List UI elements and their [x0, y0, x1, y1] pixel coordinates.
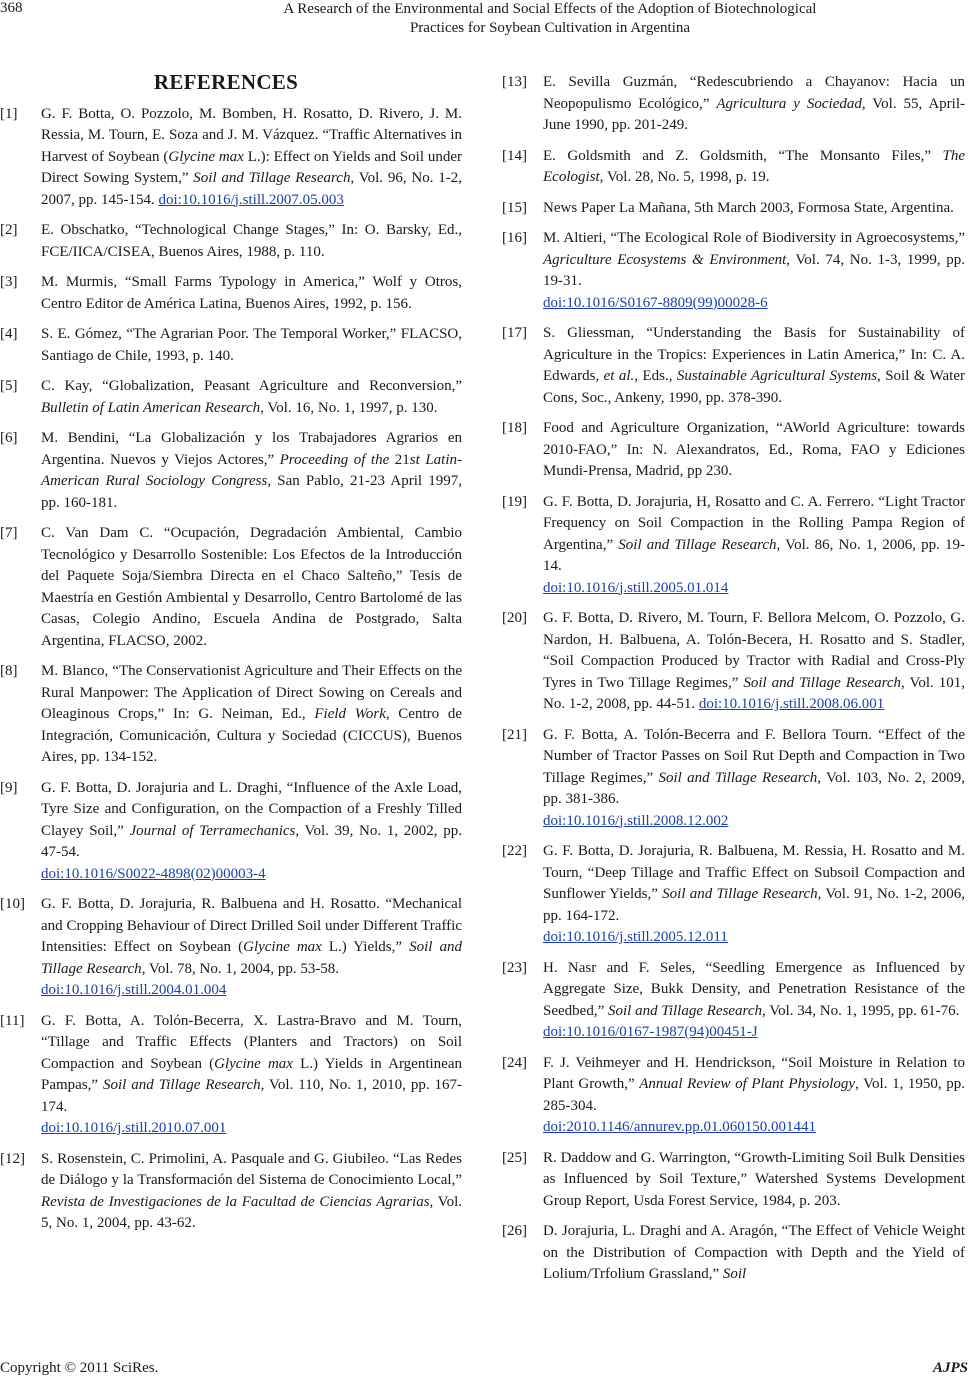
reference-number: [6] [0, 430, 18, 446]
reference-text-segment: , Vol. 74, No. 1-3, 1999, pp. 19-31. [543, 251, 966, 289]
reference-number: [8] [0, 663, 18, 679]
reference-number: [22] [502, 843, 527, 859]
reference-entry [0, 661, 462, 769]
reference-text [41, 274, 462, 312]
reference-italic-title: Agricultura y Sociedad [716, 95, 862, 112]
reference-number: [17] [502, 325, 527, 341]
reference-text-segment: , Vol. 103, No. 2, 2009, pp. 381-386. [543, 769, 965, 807]
reference-text [41, 1013, 462, 1115]
reference-text-segment: M. Blanco, “The Conservationist Agriculture and Their Effects on the Rural Manpower: The Application of Direct Sowing on Cereals and Oleaginous Crops,” In: G. Neiman, Ed., [41, 663, 462, 722]
reference-text-segment: G. F. Botta, O. Pozzolo, M. Bomben, H. Rosatto, D. Rivero, J. M. Ressia, M. Tourn, E. Soza and J. M. Vázquez. “Traffic Alternatives in Harvest of Soybean ( [41, 105, 462, 165]
reference-entry [502, 841, 965, 949]
reference-text-segment: Food and Agriculture Organization, “AWorld Agriculture: towards 2010-FAO,” In: N. Alexandratos, Ed., Roma, FAO y Ediciones Mundi-Prensa, Madrid, pp 230. [543, 420, 965, 479]
doi-link[interactable]: doi:2010.1146/annurev.pp.01.060150.001441 [543, 1119, 817, 1135]
reference-entry [502, 608, 965, 716]
reference-entry [0, 428, 462, 514]
reference-text-segment: M. Bendini, “La Globalización y los Trabajadores Agrarios en Argentina. Nuevos y Viejos Actores,” [41, 430, 462, 468]
page-header [0, 0, 968, 44]
reference-entry [502, 228, 965, 314]
reference-italic-title: Soil and Tillage Research [662, 886, 818, 902]
reference-italic-title: et al. [603, 368, 635, 384]
reference-number: [5] [0, 378, 18, 394]
reference-entry [0, 104, 462, 212]
reference-number: [26] [502, 1223, 527, 1239]
reference-text [41, 896, 462, 977]
reference-entry [502, 198, 965, 220]
reference-italic-title: Sustainable Agricultural Systems [676, 368, 878, 384]
reference-number: [4] [0, 326, 18, 342]
reference-text-segment: G. F. Botta, D. Rivero, M. Tourn, F. Bellora Melcom, O. Pozzolo, G. Nardon, H. Balbuena, A. Tolón-Becera, H. Rosatto and S. Stadler, “Soil Compaction Produced by Tractor with Radial and Cross-Ply Tyres in Two Tillage Regimes,” [543, 610, 965, 691]
page-number: 368 [0, 0, 23, 16]
reference-text-segment: E. Obschatko, “Technological Change Stages,” In: O. Barsky, Ed., FCE/IICA/CISEA, Buenos Aires, 1988, p. 110. [41, 222, 462, 260]
doi-link[interactable]: doi:10.1016/j.still.2005.12.011 [543, 929, 728, 945]
running-title [130, 0, 968, 38]
reference-entry [0, 1149, 462, 1235]
reference-text [543, 1055, 965, 1114]
doi-link[interactable]: doi:10.1016/j.still.2008.12.002 [543, 812, 729, 829]
reference-text-segment: , Vol. 28, No. 5, 1998, p. 19. [599, 169, 770, 185]
reference-number: [23] [502, 959, 527, 976]
reference-number: [20] [502, 610, 527, 626]
reference-text-segment: H. Nasr and F. Seles, “Seedling Emergence as Influenced by Aggregate Size, Bukk Density, and Penetration Resistance of the Seedbed,” [543, 959, 965, 1019]
reference-text-segment: L.) Yields in Argentinean Pampas,” [41, 1055, 462, 1093]
reference-text-segment: C. Kay, “Globalization, Peasant Agriculture and Reconversion,” [41, 378, 462, 394]
journal-abbreviation: AJPS [932, 1360, 968, 1376]
reference-text-segment: , Vol. 1, 1950, pp. 285-304. [543, 1076, 966, 1114]
reference-text-segment: E. Sevilla Guzmán, “Redescubriendo a Chayanov: Hacia un Neopopulismo Ecológico,” [543, 74, 965, 112]
reference-text-segment: , Vol. 55, April-June 1990, pp. 201-249. [543, 95, 965, 133]
reference-text-segment: , Vol. 78, No. 1, 2004, pp. 53-58. [141, 960, 340, 977]
reference-italic-title: Soil and Tillage Research [41, 939, 463, 977]
reference-italic-title: Glycine max [214, 1055, 293, 1072]
reference-italic-title: Soil and Tillage Research [618, 536, 777, 553]
doi-link[interactable]: doi:10.1016/j.still.2010.07.001 [41, 1120, 227, 1136]
reference-entry [0, 523, 462, 652]
reference-number: [18] [502, 420, 527, 436]
reference-text-segment: D. Jorajuria, L. Draghi and A. Aragón, “The Effect of Vehicle Weight on the Distribution of Compaction with Depth and the Yield of Lolium/Trfolium Grassland,” [543, 1223, 965, 1282]
reference-entry [502, 1053, 965, 1139]
reference-entry [502, 323, 965, 409]
reference-text-segment: , Soil & Water Cons, Soc., Ankeny, 1990, pp. 378-390. [543, 368, 966, 406]
reference-entry [0, 220, 462, 263]
reference-entry [0, 324, 462, 367]
reference-text [543, 1150, 965, 1209]
reference-number: [16] [502, 230, 527, 246]
reference-entry [502, 958, 965, 1044]
reference-italic-title: Glycine max [168, 148, 244, 165]
reference-text-segment: G. F. Botta, D. Jorajuria, H, Rosatto and C. A. Ferrero. “Light Tractor Frequency on Soil Compaction in the Rolling Pampa Region of Argentina,” [543, 493, 965, 553]
doi-link[interactable]: doi:10.1016/j.still.2004.01.004 [41, 982, 227, 998]
reference-text-segment: , Vol. 34, No. 1, 1995, pp. 61-76. [762, 1002, 960, 1019]
reference-text-segment: M. Altieri, “The Ecological Role of Biodiversity in Agroecosystems,” [543, 230, 965, 246]
reference-text [41, 525, 462, 649]
reference-text-segment: , Vol. 101, No. 1-2, 2008, pp. 44-51. [543, 674, 965, 712]
reference-text [543, 420, 965, 479]
running-title-line-1: A Research of the Environmental and Social Effects of the Adoption of Biotechnological [283, 1, 817, 17]
copyright-notice: Copyright © 2011 SciRes. [0, 1360, 159, 1376]
reference-entry [0, 778, 462, 886]
reference-entry [502, 1148, 965, 1213]
reference-text-segment: 21 [389, 451, 410, 468]
reference-entry [502, 1221, 965, 1286]
reference-text [543, 960, 965, 1019]
reference-entry [502, 146, 965, 189]
reference-text [543, 230, 965, 289]
reference-italic-title: st Latin-American Rural Sociology Congress [41, 451, 462, 489]
reference-text-segment: S. E. Gómez, “The Agrarian Poor. The Temporal Worker,” FLACSO, Santiago de Chile, 1993, p. 140. [41, 326, 462, 364]
reference-number: [19] [502, 493, 527, 510]
reference-text [41, 780, 462, 861]
reference-number: [9] [0, 779, 18, 796]
doi-link[interactable]: doi:10.1016/S0167-8809(99)00028-6 [543, 294, 768, 311]
reference-number: [7] [0, 525, 18, 541]
reference-entry [502, 72, 965, 137]
reference-text-segment: G. F. Botta, A. Tolón-Becerra, X. Lastra-Bravo and M. Tourn, “Tillage and Traffic Effects (Planters and Tractors) on Soil Compaction and Soybean ( [41, 1012, 462, 1072]
reference-number: [1] [0, 105, 18, 122]
references-column-right [502, 72, 965, 1295]
reference-text-segment: , Centro de Integración, Comunicación, Cultura y Sociedad (CICCUS), Buenos Aires, pp. 134-152. [41, 706, 462, 765]
reference-text [543, 74, 965, 133]
reference-text [41, 326, 462, 364]
doi-link[interactable]: doi:10.1016/j.still.2007.05.003 [158, 191, 344, 208]
reference-entry [502, 492, 965, 600]
reference-number: [2] [0, 222, 18, 238]
reference-number: [21] [502, 726, 527, 743]
reference-text-segment: , Vol. 110, No. 1, 2010, pp. 167-174. [41, 1077, 462, 1115]
reference-text-segment: G. F. Botta, D. Jorajuria, R. Balbuena and H. Rosatto. “Mechanical and Cropping Behaviour of Direct Drilled Soil under Different Traffic Intensities: Effect on Soybean ( [41, 896, 462, 955]
reference-text-segment: G. F. Botta, D. Jorajuria, R. Balbuena, M. Ressia, H. Rosatto and M. Tourn, “Deep Tillage and Traffic Effect on Subsoil Compaction and Sunflower Yields,” [543, 843, 965, 902]
reference-italic-title: Soil [722, 1266, 747, 1282]
reference-text-segment: , Vol. 96, No. 1-2, 2007, pp. 145-154. [41, 170, 463, 208]
reference-text-segment: , Vol. 86, No. 1, 2006, pp. 19-14. [543, 536, 966, 574]
reference-text-segment: News Paper La Mañana, 5th March 2003, Formosa State, Argentina. [543, 199, 954, 216]
reference-entry [502, 725, 965, 833]
reference-text [41, 430, 462, 511]
section-heading: REFERENCES [153, 70, 299, 94]
reference-italic-title: Field Work [314, 706, 386, 722]
reference-italic-title: Soil and Tillage Research [193, 170, 351, 186]
reference-text-segment: , Vol. 91, No. 1-2, 2006, pp. 164-172. [543, 886, 966, 924]
reference-number: [12] [0, 1150, 25, 1167]
reference-text-segment: G. F. Botta, A. Tolón-Becerra and F. Bellora Tourn. “Effect of the Number of Tractor Passes on Soil Rut Depth and Compaction in Two Tillage Regimes,” [543, 726, 965, 786]
reference-italic-title: Soil and Tillage Research [103, 1077, 261, 1093]
reference-entry [0, 1011, 462, 1140]
reference-entry [502, 418, 965, 483]
reference-text [543, 843, 965, 924]
reference-italic-title: Proceeding of the [279, 451, 390, 468]
reference-text [41, 1151, 462, 1232]
reference-text-segment: M. Murmis, “Small Farms Typology in America,” Wolf y Otros, Centro Editor de América Latina, Buenos Aires, 1992, p. 156. [41, 274, 462, 312]
reference-text-segment: , Vol. 5, No. 1, 2004, pp. 43-62. [41, 1193, 462, 1231]
reference-text-segment: L.) Yields,” [321, 939, 410, 955]
reference-text [543, 200, 954, 216]
reference-italic-title: Soil and Tillage Research [743, 674, 902, 691]
doi-link[interactable]: doi:10.1016/0167-1987(94)00451-J [543, 1024, 758, 1040]
reference-text [543, 727, 965, 808]
reference-italic-title: Bulletin of Latin American Research [41, 399, 261, 416]
reference-text-segment: E. Goldsmith and Z. Goldsmith, “The Monsanto Files,” [543, 147, 943, 164]
reference-italic-title: The Ecologist [543, 147, 965, 185]
reference-text [543, 148, 965, 186]
reference-number: [24] [502, 1054, 527, 1071]
reference-italic-title: Glycine max [243, 939, 322, 955]
reference-number: [11] [0, 1012, 25, 1029]
reference-italic-title: Soil and Tillage Research [607, 1002, 762, 1019]
doi-link[interactable]: doi:10.1016/j.still.2005.01.014 [543, 579, 729, 596]
reference-number: [10] [0, 896, 25, 912]
reference-italic-title: Soil and Tillage Research [658, 769, 818, 786]
reference-italic-title: Annual Review of Plant Physiology [639, 1076, 856, 1092]
reference-italic-title: Revista de Investigaciones de la Facultad de Ciencias Agrarias [41, 1193, 430, 1210]
reference-entry [0, 272, 462, 315]
reference-text-segment: , Eds., [634, 368, 677, 384]
reference-text [543, 1223, 965, 1282]
reference-text [41, 663, 462, 765]
reference-number: [25] [502, 1149, 527, 1166]
reference-text [41, 222, 462, 260]
reference-text-segment: S. Rosenstein, C. Primolini, A. Pasquale and G. Giubileo. “Las Redes de Diálogo y la Transformación del Sistema de Conocimiento Local,” [41, 1150, 462, 1188]
reference-text-segment: C. Van Dam C. “Ocupación, Degradación Ambiental, Cambio Tecnológico y Desarrollo Sostenible: Los Efectos de la Introducción del Paquete Soja/Siembra Directa en el Chaco Salteño,” Tesis de Maestría en Gestión Ambiental y Desarrollo, Centro Bartolomé de las Casas, Colegio Andino, Escuela Andina de Postgrado, Salta Argentina, FLACSO, 2002. [41, 525, 462, 649]
reference-italic-title: Journal of Terramechanics [129, 822, 296, 839]
references-column-left [0, 72, 462, 1244]
reference-number: [14] [502, 147, 527, 164]
reference-text [543, 494, 965, 575]
reference-entry [0, 894, 462, 1002]
reference-text-segment: R. Daddow and G. Warrington, “Growth-Limiting Soil Bulk Densities as Influenced by Soil Texture,” Watershed Systems Development Group Report, Usda Forest Service, 1984, p. 203. [543, 1149, 965, 1209]
reference-text-segment: , Vol. 16, No. 1, 1997, p. 130. [260, 399, 438, 416]
reference-text [41, 378, 462, 416]
reference-text [543, 325, 965, 406]
doi-link[interactable]: doi:10.1016/S0022-4898(02)00003-4 [41, 865, 266, 882]
reference-number: [13] [502, 74, 527, 90]
reference-text-segment: G. F. Botta, D. Jorajuria and L. Draghi, “Influence of the Axle Load, Tyre Size and Configuration, on the Compaction of a Freshly Tilled Clayey Soil,” [41, 779, 462, 839]
reference-entry [0, 376, 462, 419]
reference-number: [15] [502, 199, 527, 216]
doi-link[interactable]: doi:10.1016/j.still.2008.06.001 [698, 696, 885, 712]
reference-text-segment: , San Pablo, 21-23 April 1997, pp. 160-181. [41, 473, 462, 511]
reference-italic-title: Agriculture Ecosystems & Environment [543, 251, 787, 268]
reference-text-segment: , Vol. 39, No. 1, 2002, pp. 47-54. [41, 822, 462, 860]
running-title-line-2: Practices for Soybean Cultivation in Argentina [409, 20, 691, 36]
reference-number: [3] [0, 274, 18, 290]
reference-text-segment: F. J. Veihmeyer and H. Hendrickson, “Soil Moisture in Relation to Plant Growth,” [543, 1054, 965, 1092]
reference-text-segment: L.): Effect on Yields and Soil under Direct Sowing System,” [41, 148, 462, 186]
reference-text-segment: S. Gliessman, “Understanding the Basis for Sustainability of Agriculture in the Tropics: Experiences in Latin America,” In: C. A. Edwards, [543, 325, 965, 384]
